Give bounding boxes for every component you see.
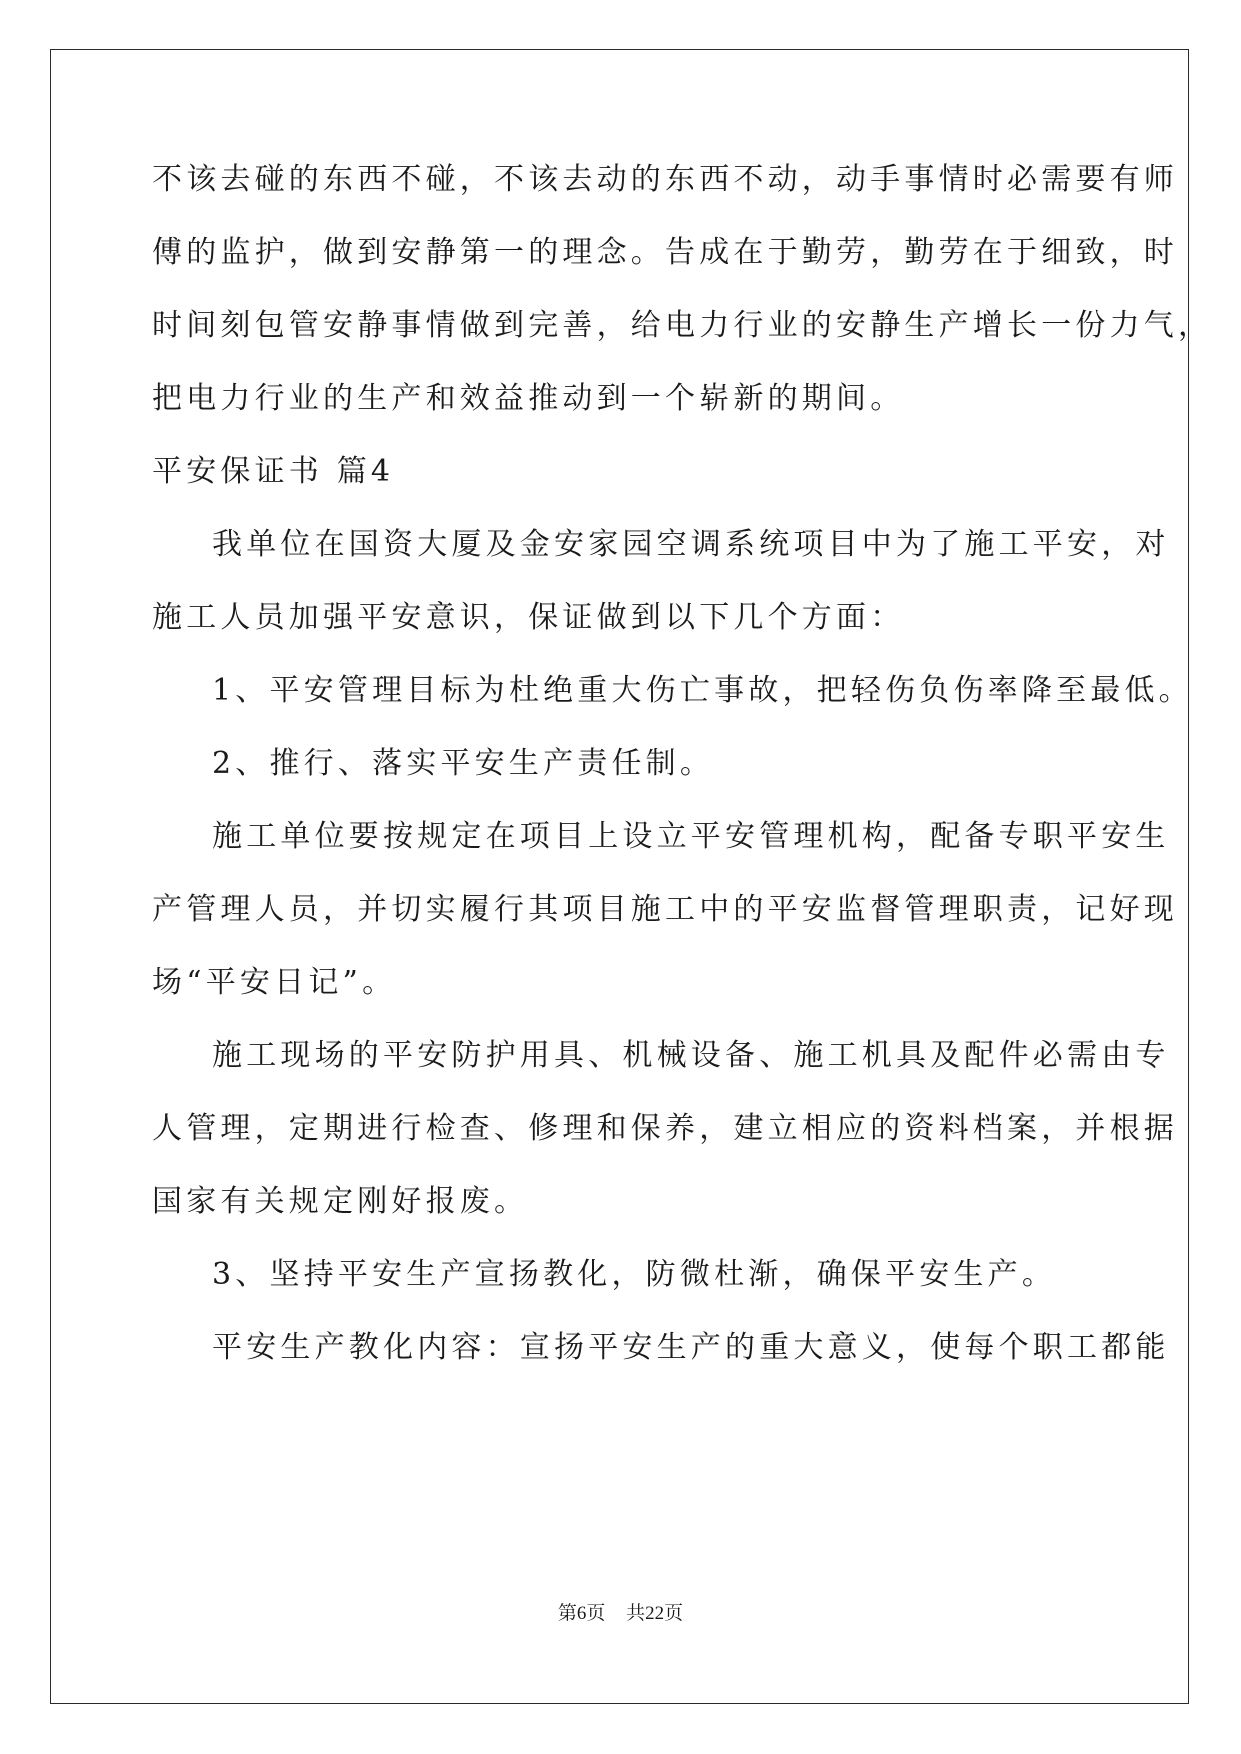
paragraph-line: 傅的监护，做到安静第一的理念。告成在于勤劳，勤劳在于细致，时: [152, 235, 1178, 270]
paragraph-line: 平安生产教化内容：宣扬平安生产的重大意义，使每个职工都能: [212, 1330, 1170, 1365]
paragraph-line: 施工现场的平安防护用具、机械设备、施工机具及配件必需由专: [212, 1038, 1170, 1073]
list-item: 2、推行、落实平安生产责任制。: [212, 746, 715, 781]
paragraph-line: 我单位在国资大厦及金安家园空调系统项目中为了施工平安，对: [212, 527, 1170, 562]
paragraph-line: 人管理，定期进行检查、修理和保养，建立相应的资料档案，并根据: [152, 1111, 1178, 1146]
list-item: 1、平安管理目标为杜绝重大伤亡事故，把轻伤负伤率降至最低。: [212, 673, 1193, 708]
page-total: 共22页: [626, 1603, 684, 1624]
paragraph-line: 把电力行业的生产和效益推动到一个崭新的期间。: [152, 381, 905, 416]
page-number: 第6页: [557, 1603, 606, 1624]
list-item: 3、坚持平安生产宣扬教化，防微杜渐，确保平安生产。: [212, 1257, 1057, 1292]
paragraph-line: 施工单位要按规定在项目上设立平安管理机构，配备专职平安生: [212, 819, 1170, 854]
page-border: [50, 49, 1189, 1704]
paragraph-line: 国家有关规定刚好报废。: [152, 1184, 529, 1219]
paragraph-line: 施工人员加强平安意识，保证做到以下几个方面：: [152, 600, 905, 635]
paragraph-line: 场“平安日记”。: [152, 965, 397, 1000]
section-heading: 平安保证书 篇4: [152, 454, 395, 489]
page-footer: [0, 1598, 1241, 1625]
paragraph-line: 产管理人员，并切实履行其项目施工中的平安监督管理职责，记好现: [152, 892, 1178, 927]
paragraph-line: 不该去碰的东西不碰，不该去动的东西不动，动手事情时必需要有师: [152, 162, 1178, 197]
paragraph-line: 时间刻包管安静事情做到完善，给电力行业的安静生产增长一份力气，: [152, 308, 1213, 343]
